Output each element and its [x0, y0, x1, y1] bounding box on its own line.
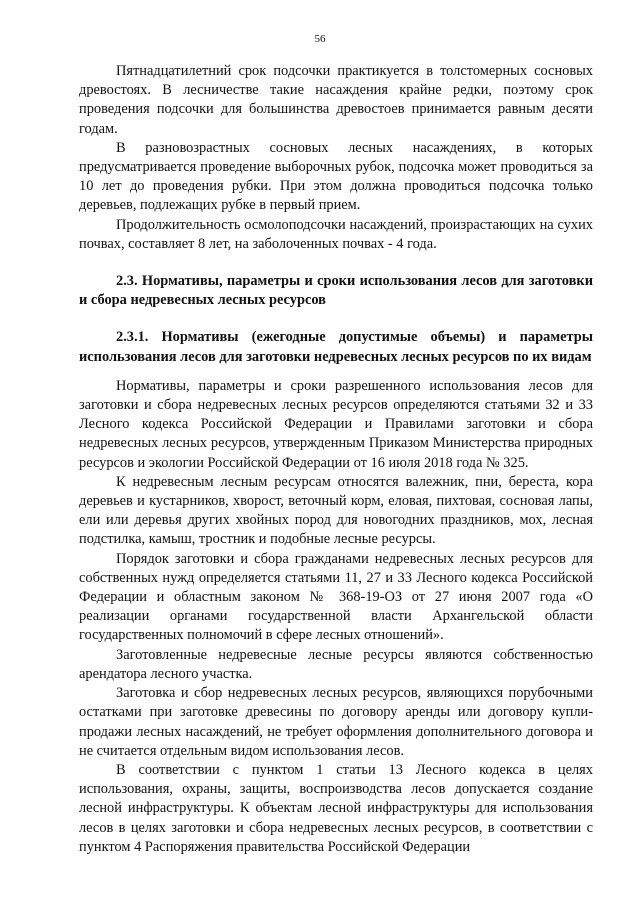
document-body [79, 62, 593, 857]
paragraph: К недревесным лесным ресурсам относятся валежник, пни, береста, кора деревьев и кустарников, хворост, веточный корм, еловая, пихтовая, сосновая лапы, ели или деревья других хвойных пород для новогодних праздников, мох, лесная подстилка, камыш, тростник и подобные лесные ресурсы. [79, 473, 593, 548]
section-heading: 2.3. Нормативы, параметры и сроки использования лесов для заготовки и сбора недревесных лесных ресурсов [79, 273, 593, 309]
paragraph: Продолжительность осмолоподсочки насаждений, произрастающих на сухих почвах, составляет 8 лет, на заболоченных почвах - 4 года. [79, 216, 593, 252]
paragraph: Заготовка и сбор недревесных лесных ресурсов, являющихся порубочными остатками при заготовке древесины по договору аренды или договору купли-продажи лесных насаждений, не требует оформления дополнительного договора и не считается отдельным видом использования лесов. [79, 685, 593, 759]
page-number: 56 [314, 33, 326, 45]
paragraph: Заготовленные недревесные лесные ресурсы являются собственностью арендатора лесного участка. [79, 646, 593, 682]
paragraph: Порядок заготовки и сбора гражданами недревесных лесных ресурсов для собственных нужд определяется статьями 11, 27 и 33 Лесного кодекса Российской Федерации и областным законом № 368-19-ОЗ от 27 июня 2007 года «О реализации органами государственной власти Архангельской области государственных полномочий в сфере лесных отношений». [79, 550, 593, 644]
paragraph: В разновозрастных сосновых лесных насаждениях, в которых предусматривается проведение выборочных рубок, подсочка может проводиться за 10 лет до проведения рубки. При этом должна проводиться подсочка только деревьев, подлежащих рубке в первый прием. [79, 139, 593, 214]
paragraph: В соответствии с пунктом 1 статьи 13 Лесного кодекса в целях использования, охраны, защиты, воспроизводства лесов допускается создание лесной инфраструктуры. К объектам лесной инфраструктуры для использования лесов в целях заготовки и сбора недревесных лесных ресурсов, в соответствии с пунктом 4 Распоряжения правительства Российской Федерации [79, 761, 593, 855]
subsection-heading: 2.3.1. Нормативы (ежегодные допустимые объемы) и параметры использования лесов для заготовки недревесных лесных ресурсов по их видам [79, 329, 593, 365]
paragraph: Нормативы, параметры и сроки разрешенного использования лесов для заготовки и сбора недревесных лесных ресурсов определяются статьями 32 и 33 Лесного кодекса Российской Федерации и Правилами заготовки и сбора недревесных лесных ресурсов, утвержденным Приказом Министерства природных ресурсов и экологии Российской Федерации от 16 июля 2018 года № 325. [79, 377, 593, 471]
paragraph: Пятнадцатилетний срок подсочки практикуется в толстомерных сосновых древостоях. В лесничестве такие насаждения крайне редки, поэтому срок проведения подсочки для большинства древостоев принимается равным десяти годам. [79, 63, 593, 137]
